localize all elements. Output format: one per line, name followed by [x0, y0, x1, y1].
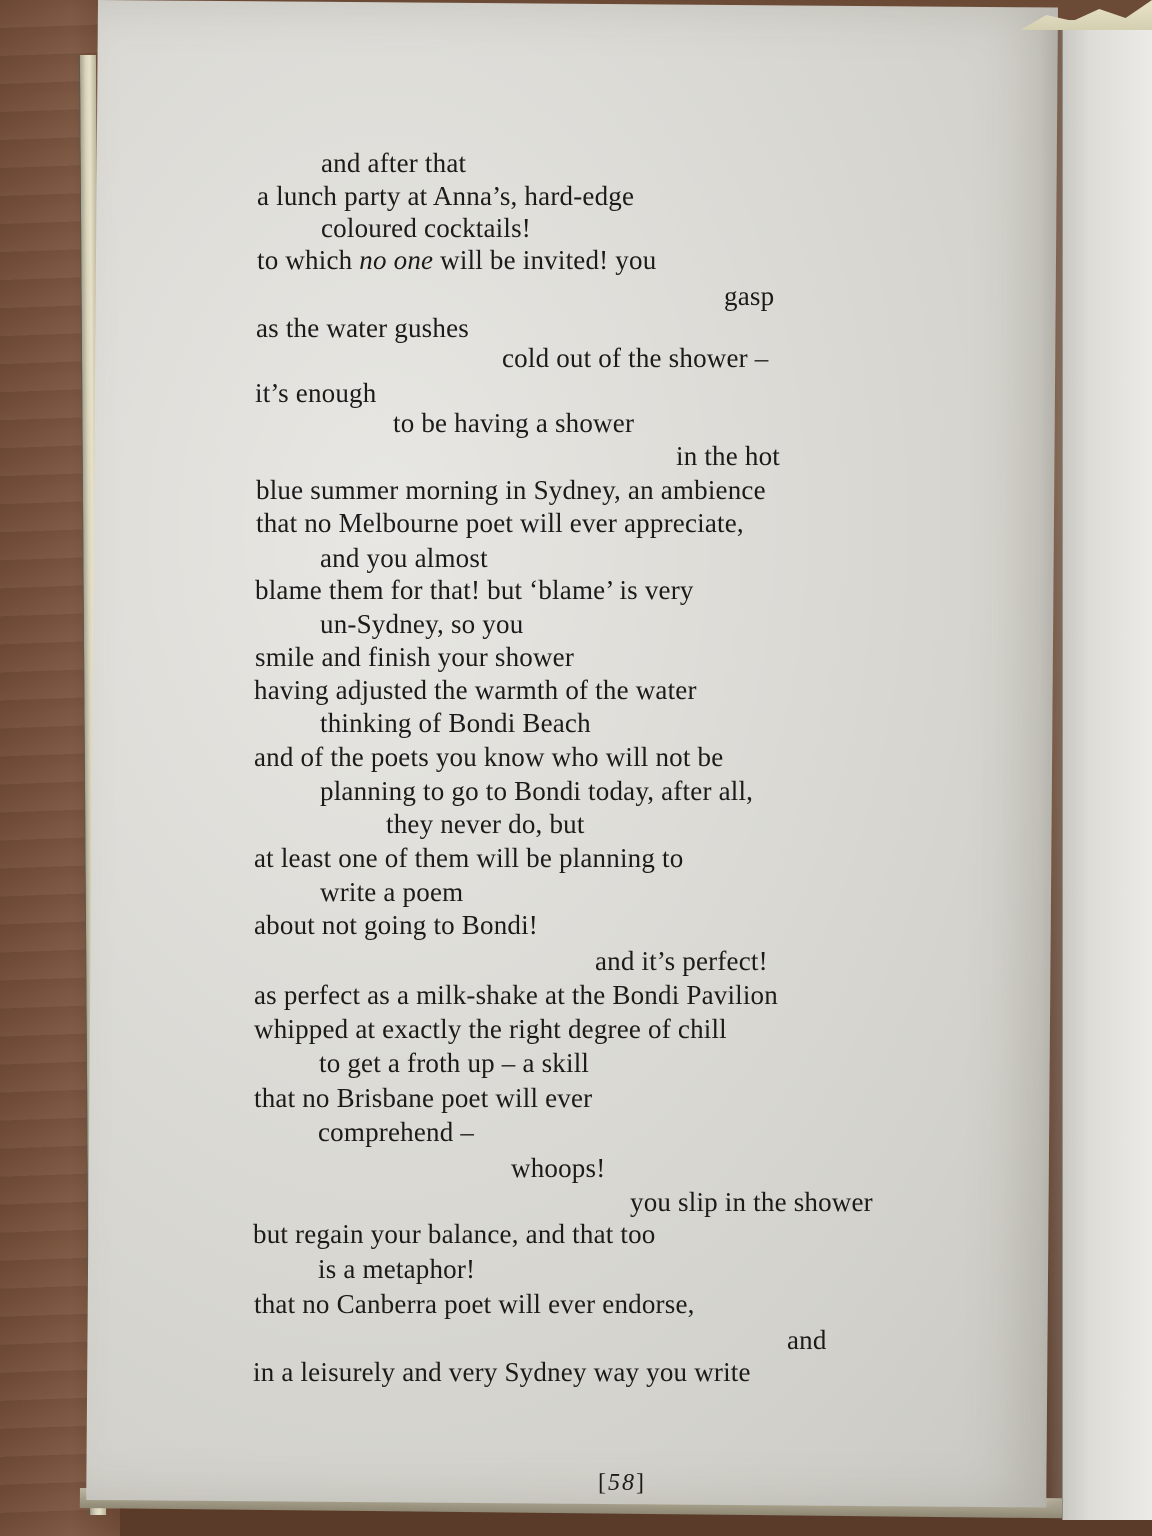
poem-line: to be having a shower	[393, 408, 635, 438]
poem-line-text: to which	[257, 245, 360, 275]
poem-line: thinking of Bondi Beach	[320, 708, 591, 738]
poem-line: comprehend –	[318, 1117, 475, 1147]
poem-line: is a metaphor!	[318, 1254, 476, 1284]
poem-line: a lunch party at Anna’s, hard-edge	[257, 181, 635, 211]
poem-line: but regain your balance, and that too	[253, 1219, 656, 1249]
poem-line: and after that	[321, 148, 467, 178]
poem-line: smile and finish your shower	[255, 642, 575, 672]
page-number-value: 58	[608, 1470, 636, 1496]
poem-line: in the hot	[676, 441, 780, 471]
poem-line: and of the poets you know who will not be	[254, 742, 724, 772]
poem-line	[257, 247, 656, 274]
page-number-close-bracket: ]	[636, 1470, 646, 1496]
poem-line-text: will be invited! you	[433, 245, 657, 275]
page-number	[598, 1470, 646, 1497]
poem-line: you slip in the shower	[630, 1187, 873, 1217]
poem-line: whoops!	[511, 1153, 606, 1183]
poem-line: that no Canberra poet will ever endorse,	[254, 1289, 695, 1319]
poem-line: gasp	[724, 281, 775, 311]
poem-line: coloured cocktails!	[321, 213, 531, 243]
poem-line: as perfect as a milk-shake at the Bondi Pavilion	[254, 980, 778, 1010]
poem-line: blue summer morning in Sydney, an ambience	[256, 475, 766, 505]
poem-line: blame them for that! but ‘blame’ is very	[255, 575, 694, 605]
poem-line: whipped at exactly the right degree of chill	[254, 1014, 727, 1044]
poem-line: in a leisurely and very Sydney way you write	[253, 1357, 751, 1387]
poem-line: having adjusted the warmth of the water	[254, 675, 697, 705]
poem-line: and	[787, 1325, 827, 1355]
poem-line: as the water gushes	[256, 313, 469, 343]
poem-line: they never do, but	[386, 809, 585, 839]
poem-line: planning to go to Bondi today, after all,	[320, 776, 754, 806]
poem-line: it’s enough	[255, 378, 377, 408]
poem-line: to get a froth up – a skill	[319, 1048, 590, 1078]
poem-line: write a poem	[320, 877, 464, 907]
poem-line: that no Brisbane poet will ever	[254, 1083, 593, 1113]
poem-line: at least one of them will be planning to	[254, 843, 684, 873]
page-number-open-bracket: [	[598, 1470, 608, 1496]
poem-line: and it’s perfect!	[595, 946, 768, 976]
poem-line: and you almost	[320, 543, 488, 573]
poem-line: that no Melbourne poet will ever appreciate,	[256, 508, 744, 538]
poem-line-italic-text: no one	[359, 245, 434, 275]
poem-line: un-Sydney, so you	[320, 609, 524, 639]
poem-line: about not going to Bondi!	[254, 910, 538, 940]
poem-line: cold out of the shower –	[502, 343, 769, 373]
